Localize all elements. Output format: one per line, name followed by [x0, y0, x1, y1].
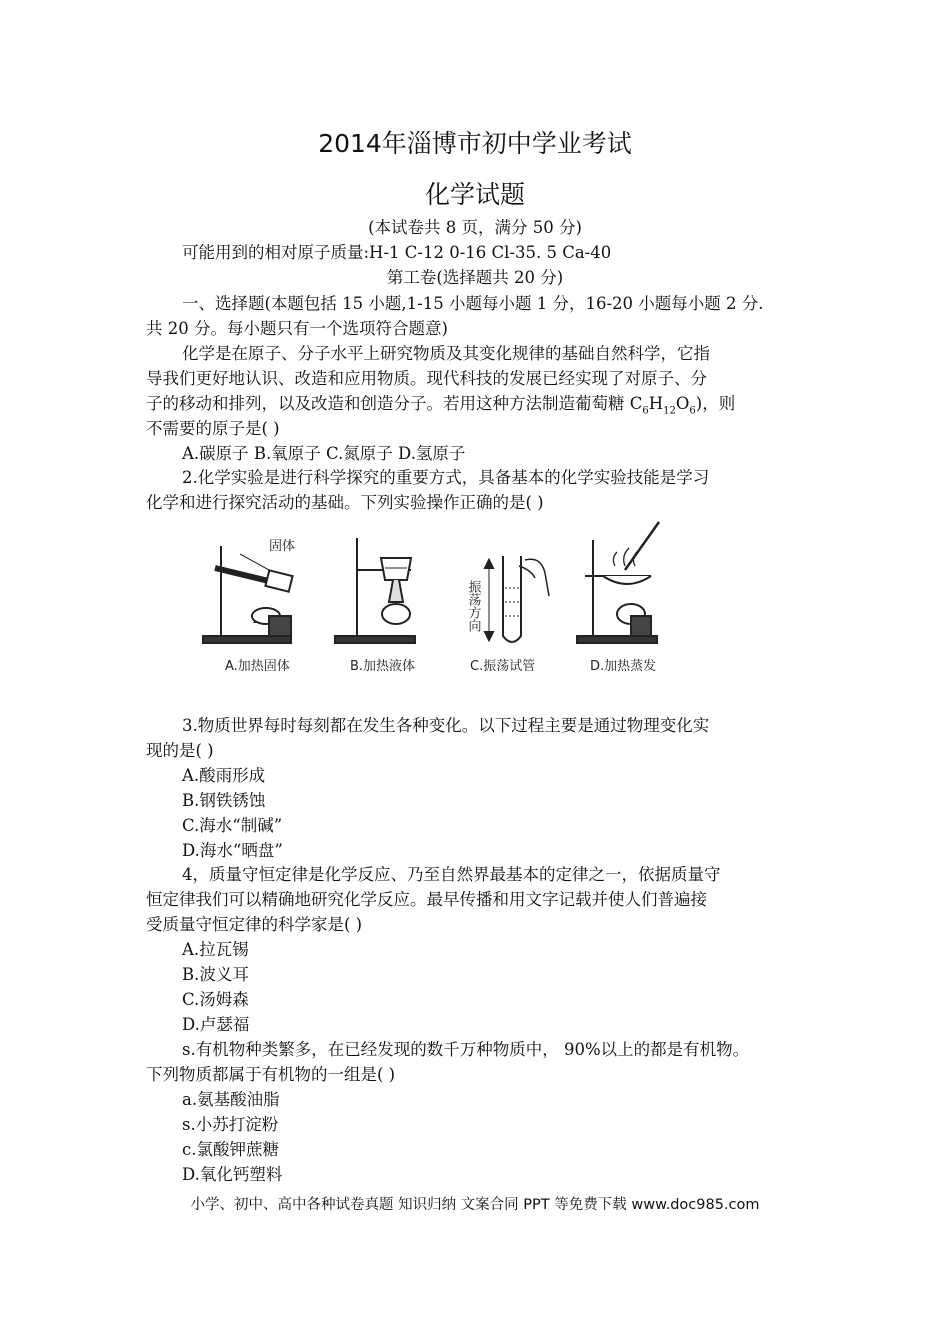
caption-d: D.加热蒸发: [590, 659, 657, 674]
label-solid: 固体: [269, 539, 296, 554]
apparatus-b: [335, 538, 415, 643]
caption-a: A.加热固体: [225, 659, 290, 674]
apparatus-d: [577, 522, 659, 643]
q4-line-3: 受质量守恒定律的科学家是( ): [146, 915, 363, 934]
q1-sub-6b: 6: [689, 405, 696, 417]
q5-option-b: s.小苏打淀粉: [182, 1115, 279, 1134]
q3-line-1: 3.物质世界每时每刻都在发生各种变化。以下过程主要是通过物理变化实: [182, 716, 710, 735]
label-shake-direction: 振荡方向: [465, 580, 481, 632]
q4-option-d: D.卢瑟福: [182, 1015, 250, 1034]
q5-option-a: a.氨基酸油脂: [182, 1090, 280, 1109]
section-heading: 第工卷(选择题共 20 分): [386, 268, 564, 287]
q1-line-2: 导我们更好地认识、改造和应用物质。现代科技的发展已经实现了对原子、分: [146, 369, 707, 388]
caption-c: C.振荡试管: [470, 659, 536, 674]
atomic-masses: 可能用到的相对原子质量:H-1 C-12 0-16 Cl-35. 5 Ca-40: [182, 243, 612, 262]
caption-b: B.加热液体: [350, 659, 416, 674]
q2-line-1: 2.化学实验是进行科学探究的重要方式，具备基本的化学实验技能是学习: [182, 468, 710, 487]
q3-option-b: B.钢铁锈蚀: [182, 791, 266, 810]
q1-line-4: 不需要的原子是( ): [146, 419, 280, 438]
apparatus-a: [203, 546, 293, 643]
instructions-line-1: 一、选择题(本题包括 15 小题,1-15 小题每小题 1 分，16-20 小题每小题 2 分.: [182, 294, 764, 313]
q2-line-2: 化学和进行探究活动的基础。下列实验操作正确的是( ): [146, 493, 544, 512]
q3-option-d: D.海水“晒盘”: [182, 841, 283, 860]
q5-line-1: s.有机物种类繁多，在已经发现的数千万种物质中， 90%以上的都是有机物。: [182, 1040, 750, 1059]
q1-sub-6: 6: [642, 405, 649, 417]
q1-line-3-text: 子的移动和排列，以及改造和创造分子。若用这种方法制造葡萄糖 C: [146, 394, 643, 413]
q5-line-2: 下列物质都属于有机物的一组是( ): [146, 1065, 396, 1084]
q1-o: O: [675, 394, 690, 413]
q3-line-2: 现的是( ): [146, 741, 214, 760]
q1-h: H: [648, 394, 664, 413]
q1-line-3-end: )，则: [695, 394, 736, 413]
q4-line-1: 4，质量守恒定律是化学反应、乃至自然界最基本的定律之一，依据质量守: [182, 865, 721, 884]
q3-option-a: A.酸雨形成: [182, 766, 266, 785]
apparatus-c: [485, 556, 549, 642]
q4-option-a: A.拉瓦锡: [182, 940, 249, 959]
q1-line-1: 化学是在原子、分子水平上研究物质及其变化规律的基础自然科学，它指: [182, 344, 710, 363]
q1-options: A.碳原子 B.氧原子 C.氮原子 D.氢原子: [182, 444, 466, 463]
lab-apparatus-figure: [185, 518, 705, 693]
page-footer: 小学、初中、高中各种试卷真题 知识归纳 文案合同 PPT 等免费下载 www.doc985.com: [190, 1197, 760, 1213]
exam-title: 2014年淄博市初中学业考试: [318, 129, 632, 158]
q5-option-c: c.氯酸钾蔗糖: [182, 1140, 279, 1159]
exam-note: (本试卷共 8 页，满分 50 分): [368, 218, 582, 237]
q4-line-2: 恒定律我们可以精确地研究化学反应。最早传播和用文字记载并使人们普遍接: [146, 890, 707, 909]
instructions-line-2: 共 20 分。每小题只有一个选项符合题意): [146, 319, 448, 338]
q5-option-d: D.氧化钙塑料: [182, 1165, 283, 1184]
exam-subtitle: 化学试题: [424, 180, 525, 209]
q4-option-c: C.汤姆森: [182, 990, 249, 1009]
q3-option-c: C.海水“制碱”: [182, 816, 283, 835]
q4-option-b: B.波义耳: [182, 965, 249, 984]
q1-sub-12: 12: [663, 405, 676, 417]
